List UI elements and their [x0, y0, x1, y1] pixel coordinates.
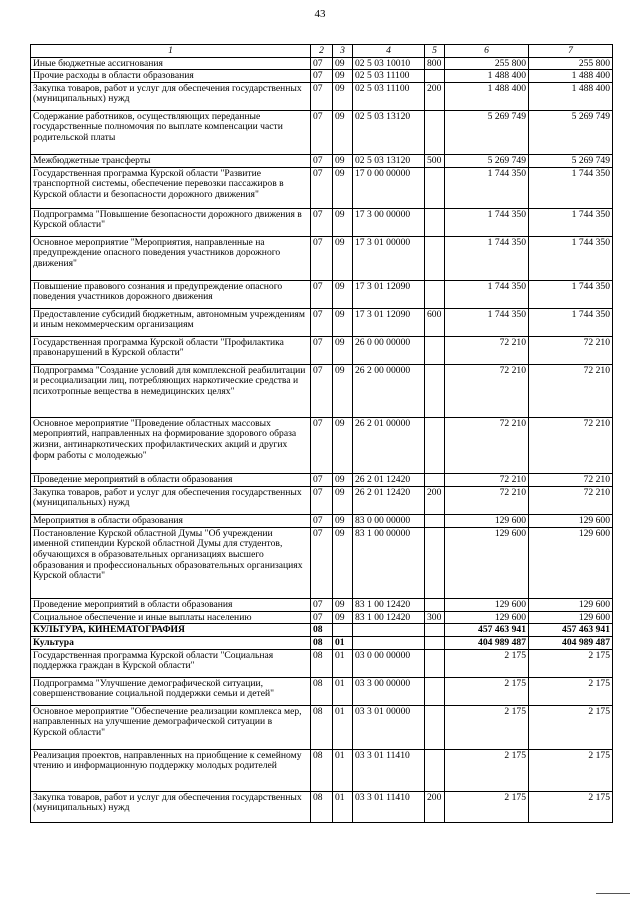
row-name-cell: Основное мероприятие "Мероприятия, направленные на предупреждение опасного поведения участников дорожного движения" — [31, 236, 311, 280]
amount-year2-cell: 2 175 — [529, 649, 613, 677]
target-article-cell: 03 0 00 00000 — [353, 649, 425, 677]
subsection-code-cell: 09 — [333, 598, 353, 611]
expense-type-cell — [425, 636, 445, 649]
amount-year1-cell: 72 210 — [445, 364, 529, 417]
row-name-cell: Реализация проектов, направленных на приобщение к семейному чтению и информационную поддержку молодых родителей — [31, 749, 311, 791]
target-article-cell: 03 3 00 00000 — [353, 677, 425, 705]
section-code-cell: 07 — [311, 473, 333, 486]
section-code-cell: 07 — [311, 527, 333, 598]
subsection-code-cell: 01 — [333, 705, 353, 749]
row-name-cell: Межбюджетные трансферты — [31, 154, 311, 167]
target-article-cell — [353, 636, 425, 649]
amount-year2-cell: 1 744 350 — [529, 208, 613, 236]
table-row — [31, 154, 613, 167]
subsection-code-cell: 09 — [333, 82, 353, 110]
amount-year1-cell: 404 989 487 — [445, 636, 529, 649]
section-code-cell: 07 — [311, 110, 333, 154]
amount-year1-cell: 2 175 — [445, 749, 529, 791]
amount-year2-cell: 1 488 400 — [529, 70, 613, 83]
expense-type-cell: 500 — [425, 154, 445, 167]
row-name-cell: Мероприятия в области образования — [31, 514, 311, 527]
column-number: 4 — [353, 45, 425, 58]
section-code-cell: 07 — [311, 514, 333, 527]
expense-type-cell — [425, 598, 445, 611]
table-row — [31, 57, 613, 70]
table-row — [31, 82, 613, 110]
amount-year2-cell: 2 175 — [529, 791, 613, 822]
target-article-cell: 83 0 00 00000 — [353, 514, 425, 527]
row-name-cell: Предоставление субсидий бюджетным, автономным учреждениям и иным некоммерческим организациям — [31, 308, 311, 336]
column-number: 2 — [311, 45, 333, 58]
row-name-cell: Повышение правового сознания и предупреждение опасного поведения участников дорожного движения — [31, 280, 311, 308]
subsection-code-cell: 09 — [333, 527, 353, 598]
section-code-cell: 07 — [311, 82, 333, 110]
section-code-cell: 08 — [311, 624, 333, 637]
amount-year1-cell: 5 269 749 — [445, 110, 529, 154]
expense-type-cell — [425, 649, 445, 677]
subsection-code-cell: 09 — [333, 308, 353, 336]
amount-year2-cell: 72 210 — [529, 336, 613, 364]
section-code-cell: 07 — [311, 486, 333, 514]
expense-type-cell — [425, 70, 445, 83]
expense-type-cell — [425, 677, 445, 705]
table-row — [31, 705, 613, 749]
expense-type-cell — [425, 364, 445, 417]
column-number: 7 — [529, 45, 613, 58]
amount-year1-cell: 255 800 — [445, 57, 529, 70]
row-name-cell: Иные бюджетные ассигнования — [31, 57, 311, 70]
subsection-code-cell: 09 — [333, 154, 353, 167]
target-article-cell: 83 1 00 12420 — [353, 598, 425, 611]
target-article-cell: 17 3 01 12090 — [353, 308, 425, 336]
expense-type-cell: 200 — [425, 486, 445, 514]
amount-year2-cell: 2 175 — [529, 749, 613, 791]
amount-year2-cell: 5 269 749 — [529, 110, 613, 154]
target-article-cell — [353, 624, 425, 637]
section-code-cell: 07 — [311, 611, 333, 624]
target-article-cell: 02 5 03 11100 — [353, 70, 425, 83]
table-row — [31, 308, 613, 336]
expense-type-cell — [425, 514, 445, 527]
target-article-cell: 02 5 03 10010 — [353, 57, 425, 70]
section-code-cell: 07 — [311, 154, 333, 167]
target-article-cell: 17 0 00 00000 — [353, 167, 425, 208]
column-number-row — [31, 45, 613, 58]
section-code-cell: 07 — [311, 208, 333, 236]
target-article-cell: 26 2 00 00000 — [353, 364, 425, 417]
section-code-cell: 07 — [311, 70, 333, 83]
amount-year1-cell: 1 488 400 — [445, 70, 529, 83]
subsection-code-cell: 09 — [333, 70, 353, 83]
column-number: 6 — [445, 45, 529, 58]
target-article-cell: 83 1 00 12420 — [353, 611, 425, 624]
target-article-cell: 26 0 00 00000 — [353, 336, 425, 364]
row-name-cell: Культура — [31, 636, 311, 649]
column-number: 3 — [333, 45, 353, 58]
target-article-cell: 17 3 01 00000 — [353, 236, 425, 280]
expense-type-cell — [425, 705, 445, 749]
amount-year2-cell: 5 269 749 — [529, 154, 613, 167]
table-row — [31, 280, 613, 308]
column-number: 1 — [31, 45, 311, 58]
expense-type-cell: 600 — [425, 308, 445, 336]
table-row — [31, 598, 613, 611]
subsection-code-cell: 09 — [333, 417, 353, 473]
amount-year1-cell: 1 744 350 — [445, 208, 529, 236]
table-row — [31, 514, 613, 527]
amount-year1-cell: 2 175 — [445, 705, 529, 749]
section-code-cell: 07 — [311, 280, 333, 308]
section-code-cell: 08 — [311, 705, 333, 749]
subsection-code-cell: 01 — [333, 749, 353, 791]
subsection-code-cell: 09 — [333, 110, 353, 154]
expense-type-cell: 200 — [425, 791, 445, 822]
table-row — [31, 649, 613, 677]
amount-year2-cell: 129 600 — [529, 598, 613, 611]
subsection-code-cell: 09 — [333, 336, 353, 364]
row-name-cell: Проведение мероприятий в области образования — [31, 598, 311, 611]
row-name-cell: Основное мероприятие "Проведение областных массовых мероприятий, направленных на формирование здорового образа жизни, антинаркотических профилактических акций и других форм работы с молодежью" — [31, 417, 311, 473]
amount-year2-cell: 72 210 — [529, 417, 613, 473]
amount-year1-cell: 1 744 350 — [445, 280, 529, 308]
amount-year1-cell: 1 744 350 — [445, 236, 529, 280]
subsection-code-cell — [333, 624, 353, 637]
target-article-cell: 02 5 03 11100 — [353, 82, 425, 110]
section-code-cell: 07 — [311, 417, 333, 473]
row-name-cell: Закупка товаров, работ и услуг для обеспечения государственных (муниципальных) нужд — [31, 486, 311, 514]
row-name-cell: Постановление Курской областной Думы "Об учреждении именной стипендии Курской областной Думы для студентов, обучающихся в образовательных организациях высшего образования и профессиональных образовательных организациях Курской области" — [31, 527, 311, 598]
row-name-cell: Подпрограмма "Улучшение демографической ситуации, совершенствование социальной поддержки семьи и детей" — [31, 677, 311, 705]
amount-year2-cell: 404 989 487 — [529, 636, 613, 649]
expense-type-cell: 200 — [425, 82, 445, 110]
subsection-code-cell: 01 — [333, 649, 353, 677]
table-row — [31, 486, 613, 514]
subsection-code-cell: 09 — [333, 473, 353, 486]
page-footer-mark — [596, 893, 630, 894]
amount-year1-cell: 72 210 — [445, 486, 529, 514]
expense-type-cell — [425, 280, 445, 308]
table-row — [31, 236, 613, 280]
expense-type-cell — [425, 624, 445, 637]
subsection-code-cell: 09 — [333, 57, 353, 70]
row-name-cell: Социальное обеспечение и иные выплаты населению — [31, 611, 311, 624]
amount-year2-cell: 2 175 — [529, 705, 613, 749]
expense-type-cell: 800 — [425, 57, 445, 70]
amount-year2-cell: 129 600 — [529, 527, 613, 598]
expense-type-cell — [425, 527, 445, 598]
subsection-code-cell: 09 — [333, 208, 353, 236]
section-code-cell: 08 — [311, 749, 333, 791]
target-article-cell: 17 3 00 00000 — [353, 208, 425, 236]
subsection-code-cell: 09 — [333, 280, 353, 308]
section-code-cell: 07 — [311, 364, 333, 417]
amount-year1-cell: 5 269 749 — [445, 154, 529, 167]
amount-year2-cell: 1 744 350 — [529, 236, 613, 280]
row-name-cell: Закупка товаров, работ и услуг для обеспечения государственных (муниципальных) нужд — [31, 791, 311, 822]
amount-year1-cell: 1 488 400 — [445, 82, 529, 110]
expense-type-cell — [425, 336, 445, 364]
amount-year2-cell: 129 600 — [529, 514, 613, 527]
table-row — [31, 473, 613, 486]
table-row — [31, 110, 613, 154]
expense-type-cell — [425, 417, 445, 473]
amount-year2-cell: 129 600 — [529, 611, 613, 624]
target-article-cell: 03 3 01 00000 — [353, 705, 425, 749]
table-row — [31, 677, 613, 705]
expense-type-cell — [425, 208, 445, 236]
section-code-cell: 07 — [311, 308, 333, 336]
table-row — [31, 527, 613, 598]
table-row — [31, 364, 613, 417]
target-article-cell: 02 5 03 13120 — [353, 154, 425, 167]
section-code-cell: 08 — [311, 677, 333, 705]
amount-year1-cell: 2 175 — [445, 791, 529, 822]
expense-type-cell: 300 — [425, 611, 445, 624]
row-name-cell: Основное мероприятие "Обеспечение реализации комплекса мер, направленных на улучшение демографической ситуации в Курской области" — [31, 705, 311, 749]
amount-year1-cell: 72 210 — [445, 336, 529, 364]
expense-type-cell — [425, 749, 445, 791]
table-row — [31, 336, 613, 364]
table-row — [31, 611, 613, 624]
amount-year2-cell: 72 210 — [529, 364, 613, 417]
amount-year1-cell: 1 744 350 — [445, 308, 529, 336]
subsection-code-cell: 09 — [333, 514, 353, 527]
amount-year1-cell: 129 600 — [445, 611, 529, 624]
target-article-cell: 03 3 01 11410 — [353, 749, 425, 791]
column-number: 5 — [425, 45, 445, 58]
target-article-cell: 83 1 00 00000 — [353, 527, 425, 598]
subsection-code-cell: 01 — [333, 636, 353, 649]
subsection-code-cell: 09 — [333, 364, 353, 417]
section-code-cell: 07 — [311, 598, 333, 611]
amount-year1-cell: 129 600 — [445, 598, 529, 611]
amount-year2-cell: 2 175 — [529, 677, 613, 705]
table-row — [31, 70, 613, 83]
expense-type-cell — [425, 473, 445, 486]
row-name-cell: Прочие расходы в области образования — [31, 70, 311, 83]
section-code-cell: 07 — [311, 236, 333, 280]
budget-table — [30, 44, 613, 823]
amount-year1-cell: 72 210 — [445, 417, 529, 473]
section-code-cell: 07 — [311, 57, 333, 70]
amount-year1-cell: 72 210 — [445, 473, 529, 486]
target-article-cell: 02 5 03 13120 — [353, 110, 425, 154]
target-article-cell: 17 3 01 12090 — [353, 280, 425, 308]
amount-year2-cell: 1 744 350 — [529, 167, 613, 208]
row-name-cell: Государственная программа Курской области "Социальная поддержка граждан в Курской области" — [31, 649, 311, 677]
subsection-code-cell: 09 — [333, 611, 353, 624]
target-article-cell: 26 2 01 00000 — [353, 417, 425, 473]
expense-type-cell — [425, 110, 445, 154]
row-name-cell: Проведение мероприятий в области образования — [31, 473, 311, 486]
row-name-cell: КУЛЬТУРА, КИНЕМАТОГРАФИЯ — [31, 624, 311, 637]
section-code-cell: 08 — [311, 791, 333, 822]
row-name-cell: Подпрограмма "Повышение безопасности дорожного движения в Курской области" — [31, 208, 311, 236]
section-code-cell: 07 — [311, 167, 333, 208]
section-code-cell: 08 — [311, 649, 333, 677]
target-article-cell: 26 2 01 12420 — [353, 473, 425, 486]
amount-year2-cell: 72 210 — [529, 473, 613, 486]
table-row — [31, 791, 613, 822]
table-row — [31, 417, 613, 473]
amount-year1-cell: 2 175 — [445, 649, 529, 677]
subsection-code-cell: 09 — [333, 236, 353, 280]
section-code-cell: 07 — [311, 336, 333, 364]
expense-type-cell — [425, 167, 445, 208]
subsection-code-cell: 01 — [333, 791, 353, 822]
expense-type-cell — [425, 236, 445, 280]
row-name-cell: Закупка товаров, работ и услуг для обеспечения государственных (муниципальных) нужд — [31, 82, 311, 110]
table-row — [31, 636, 613, 649]
row-name-cell: Подпрограмма "Создание условий для комплексной реабилитации и ресоциализации лиц, потребляющих наркотические средства и психотропные вещества в немедицинских целях" — [31, 364, 311, 417]
amount-year2-cell: 1 744 350 — [529, 280, 613, 308]
amount-year1-cell: 129 600 — [445, 527, 529, 598]
amount-year2-cell: 255 800 — [529, 57, 613, 70]
target-article-cell: 03 3 01 11410 — [353, 791, 425, 822]
amount-year1-cell: 2 175 — [445, 677, 529, 705]
amount-year2-cell: 72 210 — [529, 486, 613, 514]
table-row — [31, 208, 613, 236]
table-row — [31, 624, 613, 637]
row-name-cell: Государственная программа Курской области "Профилактика правонарушений в Курской области" — [31, 336, 311, 364]
subsection-code-cell: 09 — [333, 486, 353, 514]
row-name-cell: Государственная программа Курской области "Развитие транспортной системы, обеспечение перевозки пассажиров в Курской области и безопасности дорожного движения" — [31, 167, 311, 208]
table-row — [31, 749, 613, 791]
amount-year2-cell: 1 744 350 — [529, 308, 613, 336]
section-code-cell: 08 — [311, 636, 333, 649]
target-article-cell: 26 2 01 12420 — [353, 486, 425, 514]
amount-year2-cell: 1 488 400 — [529, 82, 613, 110]
amount-year1-cell: 129 600 — [445, 514, 529, 527]
amount-year1-cell: 1 744 350 — [445, 167, 529, 208]
row-name-cell: Содержание работников, осуществляющих переданные государственные полномочия по выплате компенсации части родительской платы — [31, 110, 311, 154]
amount-year1-cell: 457 463 941 — [445, 624, 529, 637]
subsection-code-cell: 09 — [333, 167, 353, 208]
page-number: 43 — [314, 8, 326, 20]
amount-year2-cell: 457 463 941 — [529, 624, 613, 637]
table-row — [31, 167, 613, 208]
subsection-code-cell: 01 — [333, 677, 353, 705]
